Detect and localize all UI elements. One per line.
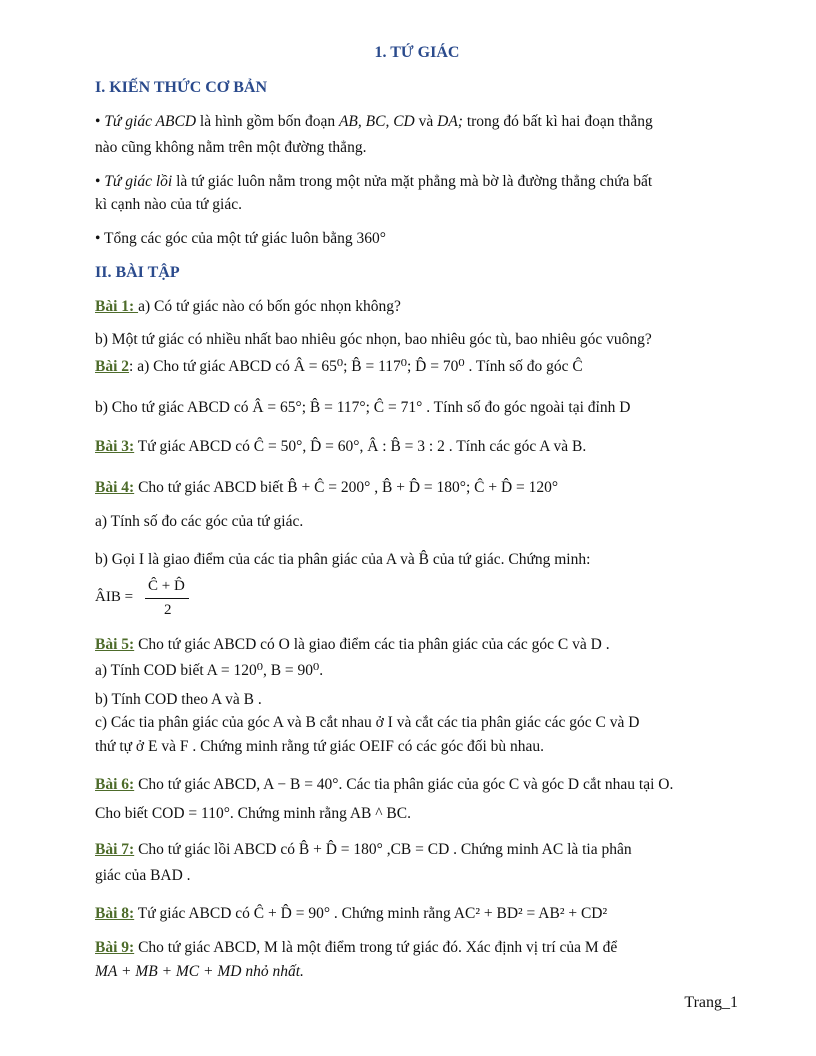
term-tu-giac: Tứ giác xyxy=(104,113,152,130)
exercise-label: Bài 6: xyxy=(95,776,135,793)
exercise-2 xyxy=(95,357,745,377)
exercise-7-cont: giác của BAD . xyxy=(95,867,191,884)
exercise-6-cont: Cho biết COD = 110°. Chứng minh rằng AB ^ BC. xyxy=(95,805,411,822)
exercise-text: Cho tứ giác ABCD có O là giao điểm các tia phân giác của các góc C và D . xyxy=(134,636,610,653)
exercise-text: Cho tứ giác ABCD, M là một điểm trong tứ giác đó. Xác định vị trí của M để xyxy=(134,939,618,956)
exercise-4 xyxy=(95,478,745,498)
exercise-label: Bài 1: xyxy=(95,298,139,315)
theory-text: và xyxy=(414,113,438,130)
exercise-text: Tứ giác ABCD có Ĉ = 50°, D̂ = 60°, Â : B̂ = 3 : 2 . Tính các góc A và B. xyxy=(134,438,587,455)
exercise-4-a: a) Tính số đo các góc của tứ giác. xyxy=(95,513,304,530)
exercise-text: Tứ giác ABCD có Ĉ + D̂ = 90° . Chứng minh rằng AC² + BD² = AB² + CD² xyxy=(134,905,608,922)
exercise-7 xyxy=(95,840,745,860)
equation-lhs: ÂIB = xyxy=(95,589,134,605)
exercise-label: Bài 2 xyxy=(95,358,130,375)
exercise-5-c-cont: thứ tự ở E và F . Chứng minh rằng tứ giác OEIF có các góc đối bù nhau. xyxy=(95,738,545,755)
equation-denominator: 2 xyxy=(164,602,172,618)
exercise-label: Bài 7: xyxy=(95,841,135,858)
fraction-bar xyxy=(145,598,189,599)
exercise-label: Bài 3: xyxy=(95,438,135,455)
page-number: Trang_1 xyxy=(684,994,738,1011)
theory-item-3: • Tổng các góc của một tứ giác luôn bằng 360° xyxy=(95,230,386,247)
exercise-1-b: b) Một tứ giác có nhiều nhất bao nhiêu góc nhọn, bao nhiêu góc tù, bao nhiêu góc vuông? xyxy=(95,331,652,348)
section-heading-theory: I. KIẾN THỨC CƠ BẢN xyxy=(95,79,268,96)
exercise-text: Cho tứ giác ABCD biết B̂ + Ĉ = 200° , B̂ + D̂ = 180°; Ĉ + D̂ = 120° xyxy=(134,479,559,496)
section-heading-exercises: II. BÀI TẬP xyxy=(95,264,180,281)
exercise-4-b: b) Gọi I là giao điểm của các tia phân giác của A và B̂ của tứ giác. Chứng minh: xyxy=(95,551,591,568)
theory-text: trong đó bất kì hai đoạn thẳng xyxy=(462,113,653,130)
theory-item-1-cont: nào cũng không nằm trên một đường thẳng. xyxy=(95,139,367,156)
exercise-label: Bài 8: xyxy=(95,905,135,922)
math-da: DA; xyxy=(437,113,463,130)
theory-text: là tứ giác luôn nằm trong một nửa mặt phẳng mà bờ là đường thẳng chứa bất xyxy=(172,173,653,190)
exercise-5-b: b) Tính COD theo A và B . xyxy=(95,691,262,708)
exercise-5-c: c) Các tia phân giác của góc A và B cắt nhau ở I và cắt các tia phân giác các góc C và D xyxy=(95,714,640,731)
exercise-5 xyxy=(95,635,745,655)
exercise-text: Cho tứ giác lồi ABCD có B̂ + D̂ = 180° ,CB = CD . Chứng minh AC là tia phân xyxy=(134,841,632,858)
theory-item-2 xyxy=(95,172,745,192)
exercise-label: Bài 5: xyxy=(95,636,135,653)
exercise-text: : a) Cho tứ giác ABCD có Â = 65⁰; B̂ = 117⁰; D̂ = 70⁰ . Tính số đo góc Ĉ xyxy=(129,358,583,375)
page-title: 1. TỨ GIÁC xyxy=(374,44,460,61)
exercise-text: Cho tứ giác ABCD, A − B = 40°. Các tia phân giác của góc C và góc D cắt nhau tại O. xyxy=(134,776,674,793)
theory-text: là hình gồm bốn đoạn xyxy=(199,113,339,130)
exercise-label: Bài 9: xyxy=(95,939,135,956)
exercise-9 xyxy=(95,938,745,958)
theory-item-1 xyxy=(95,112,745,132)
bullet: • xyxy=(95,173,101,190)
exercise-5-a: a) Tính COD biết A = 120⁰, B = 90⁰. xyxy=(95,662,324,679)
exercise-8 xyxy=(95,904,745,924)
exercise-6 xyxy=(95,775,745,795)
math-segments: AB, BC, CD xyxy=(338,113,415,130)
exercise-2-b: b) Cho tứ giác ABCD có Â = 65°; B̂ = 117°; Ĉ = 71° . Tính số đo góc ngoài tại đỉnh D xyxy=(95,399,631,416)
theory-item-2-cont: kì cạnh nào của tứ giác. xyxy=(95,196,242,213)
term-tu-giac-loi: Tứ giác lồi xyxy=(104,173,173,190)
math-abcd: ABCD xyxy=(151,113,200,130)
exercise-3 xyxy=(95,437,745,457)
exercise-label: Bài 4: xyxy=(95,479,135,496)
exercise-1 xyxy=(95,297,745,317)
exercise-9-cont: MA + MB + MC + MD nhỏ nhất. xyxy=(95,963,304,980)
exercise-text: a) Có tứ giác nào có bốn góc nhọn không? xyxy=(138,298,401,315)
equation-numerator: Ĉ + D̂ xyxy=(148,578,185,594)
bullet: • xyxy=(95,113,101,130)
